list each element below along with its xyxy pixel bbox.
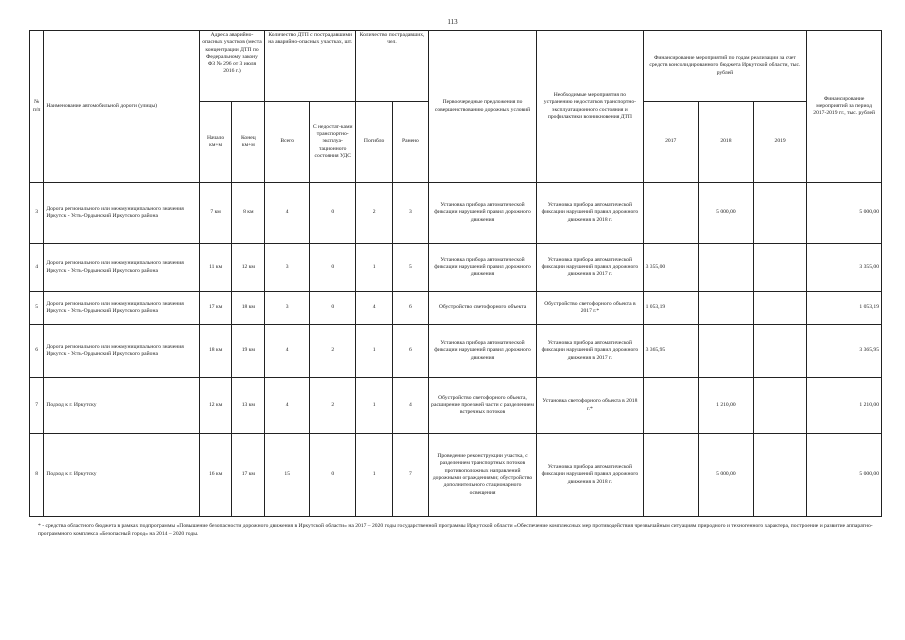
header-total: Всего [265,102,310,183]
row-measure: Установка светофорного объекта в 2018 г.* [537,378,643,434]
row-2017: 1 053,19 [643,292,698,325]
row-proposal: Обустройство светофорного объекта [428,292,536,325]
row-2018 [698,292,753,325]
row-total: 4 [265,378,310,434]
row-2018: 5 000,00 [698,183,753,244]
header-injured: Ранено [393,102,429,183]
row-2019 [754,325,807,378]
row-2017 [643,183,698,244]
header-killed: Погибло [356,102,393,183]
row-total-financing: 3 355,00 [807,244,882,292]
row-num: 6 [30,325,44,378]
row-road: Подход к г. Иркутску [44,378,199,434]
row-injured: 5 [393,244,429,292]
header-proposals: Первоочередные предложения по совершенствованию дорожных условий [428,31,536,183]
row-2018 [698,325,753,378]
row-num: 3 [30,183,44,244]
row-start: 17 км [199,292,232,325]
row-total-financing: 5 000,00 [807,434,882,517]
row-total-financing: 1 210,00 [807,378,882,434]
row-injured: 6 [393,292,429,325]
row-end: 18 км [232,292,265,325]
row-end: 19 км [232,325,265,378]
header-address: Адреса аварийно-опасных участков (места концентрации ДТП по Федеральному закону ФЗ № 296 от 3 июля 2016 г.) [199,31,264,102]
row-2018 [698,244,753,292]
road-safety-table [29,30,882,517]
row-total: 4 [265,325,310,378]
row-num: 5 [30,292,44,325]
row-num: 8 [30,434,44,517]
row-start: 12 км [199,378,232,434]
table-row [30,244,882,292]
row-2019 [754,434,807,517]
row-killed: 2 [356,183,393,244]
row-end: 12 км [232,244,265,292]
row-2019 [754,292,807,325]
row-killed: 1 [356,378,393,434]
row-end: 13 км [232,378,265,434]
row-total: 3 [265,292,310,325]
table-row [30,183,882,244]
row-num: 4 [30,244,44,292]
header-with-defects: С недостат-ками транспортно-эксплуа-тационного состояния УДС [310,102,356,183]
page-number: 113 [447,18,458,26]
row-measure: Установка прибора автоматической фиксации нарушений правил дорожного движения в 2017 г. [537,244,643,292]
row-defects: 0 [310,244,356,292]
row-injured: 6 [393,325,429,378]
row-total: 3 [265,244,310,292]
row-start: 18 км [199,325,232,378]
row-end: 8 км [232,183,265,244]
row-2019 [754,378,807,434]
row-proposal: Установка прибора автоматической фиксации нарушений правил дорожного движения [428,244,536,292]
header-financing: Финансирование мероприятий по годам реализации за счет средств консолидированного бюджета Иркутской области, тыс. рублей [643,31,807,102]
row-total-financing: 5 000,00 [807,183,882,244]
row-total-financing: 3 365,95 [807,325,882,378]
header-2019: 2019 [754,102,807,183]
header-dtp-count: Количество ДТП с пострадавшими на аварийно-опасных участках, шт. [265,31,356,102]
header-victims: Количество пострадавших, чел. [356,31,429,102]
row-road: Дорога регионального или межмуниципального значения Иркутск - Усть-Ордынский Иркутского района [44,183,199,244]
row-killed: 4 [356,292,393,325]
row-total: 4 [265,183,310,244]
row-killed: 1 [356,434,393,517]
table-row [30,378,882,434]
row-defects: 2 [310,325,356,378]
row-total: 15 [265,434,310,517]
row-2017 [643,434,698,517]
row-start: 16 км [199,434,232,517]
row-2019 [754,183,807,244]
row-road: Дорога регионального или межмуниципального значения Иркутск - Усть-Ордынский Иркутского района [44,244,199,292]
header-start: Начало км+м [199,102,232,183]
table-row [30,292,882,325]
row-2018: 1 210,00 [698,378,753,434]
row-measure: Установка прибора автоматической фиксации нарушений правил дорожного движения в 2018 г. [537,183,643,244]
row-start: 11 км [199,244,232,292]
row-start: 7 км [199,183,232,244]
header-2017: 2017 [643,102,698,183]
row-defects: 2 [310,378,356,434]
table-row [30,325,882,378]
row-killed: 1 [356,325,393,378]
header-2018: 2018 [698,102,753,183]
header-road-name: Наименование автомобильной дороги (улицы) [44,31,199,183]
header-num: № п/п [30,31,44,183]
row-total-financing: 1 053,19 [807,292,882,325]
row-measure: Установка прибора автоматической фиксации нарушений правил дорожного движения в 2018 г. [537,434,643,517]
header-end: Конец км+м [232,102,265,183]
row-num: 7 [30,378,44,434]
footnote: * - средства областного бюджета в рамках подпрограммы «Повышение безопасности дорожного движения в Иркутской области» на 2017 – 2020 годы государственной программы Иркутской области «Обеспечение комплексных мер противодействия чрезвычайным ситуациям природного и техногенного характера, построение и развитие аппаратно-программного комплекса «Безопасный город» на 2014 – 2020 годы. [38,523,873,538]
row-measure: Установка прибора автоматической фиксации нарушений правил дорожного движения в 2017 г. [537,325,643,378]
row-road: Подход к г. Иркутску [44,434,199,517]
row-2018: 5 000,00 [698,434,753,517]
row-road: Дорога регионального или межмуниципального значения Иркутск - Усть-Ордынский Иркутского района [44,292,199,325]
row-road: Дорога регионального или межмуниципального значения Иркутск - Усть-Ордынский Иркутского района [44,325,199,378]
row-injured: 7 [393,434,429,517]
row-proposal: Установка прибора автоматической фиксации нарушений правил дорожного движения [428,183,536,244]
row-defects: 0 [310,434,356,517]
header-financing-total: Финансирование мероприятий за период 2017-2019 гг., тыс. рублей [807,31,882,183]
row-proposal: Обустройство светофорного объекта, расширение проезжей части с разделением встречных потоков [428,378,536,434]
row-2017: 3 365,95 [643,325,698,378]
row-proposal: Проведение реконструкции участка, с разделением транспортных потоков противоположных направлений дорожными ограждениями; обустройство дополнительного стационарного освещения [428,434,536,517]
row-end: 17 км [232,434,265,517]
row-defects: 0 [310,292,356,325]
header-measures: Необходимые мероприятия по устранению недостатков транспортно-эксплуатационного состояния и профилактики возникновения ДТП [537,31,643,183]
row-2017: 3 355,00 [643,244,698,292]
row-measure: Обустройство светофорного объекта в 2017 г.* [537,292,643,325]
row-injured: 4 [393,378,429,434]
row-2019 [754,244,807,292]
row-2017 [643,378,698,434]
table-row [30,434,882,517]
row-proposal: Установка прибора автоматической фиксации нарушений правил дорожного движения [428,325,536,378]
row-defects: 0 [310,183,356,244]
row-killed: 1 [356,244,393,292]
row-injured: 3 [393,183,429,244]
